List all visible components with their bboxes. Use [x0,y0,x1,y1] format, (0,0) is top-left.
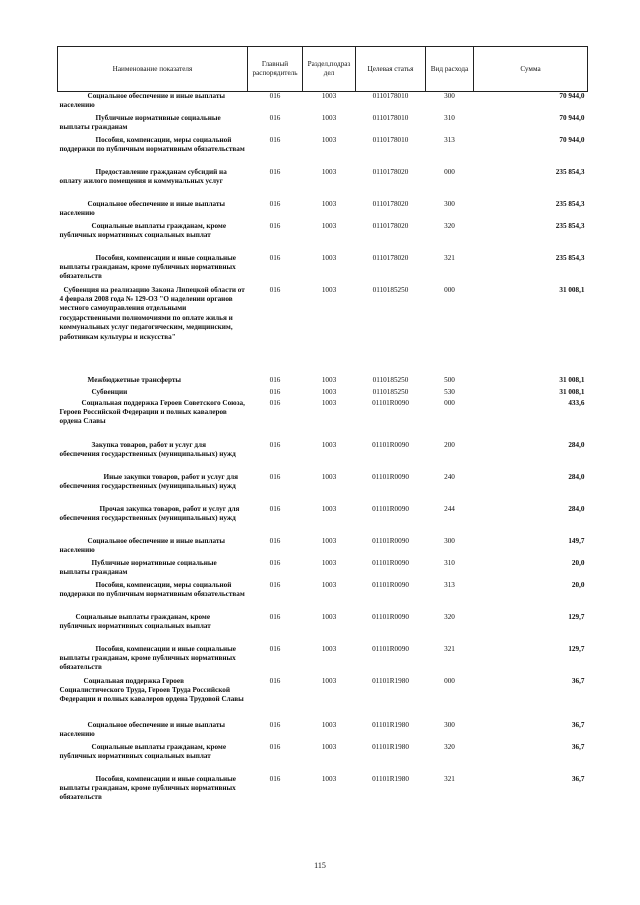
row-manager: 016 [269,774,281,783]
row-name: Субвенция на реализацию Закона Липецкой области от 4 февраля 2008 года № 129-ОЗ "О наделении органов местного самоуправления отдельными государственными полномочиями по оплате жилья и коммунальных услуг педагогическим, медицинским, работникам культуры и искусства" [59,285,245,341]
row-type: 000 [444,285,455,294]
row-manager: 016 [269,504,281,513]
row-article: 01101R1980 [372,742,409,751]
row-sum: 70 944,0 [559,135,585,144]
row-article: 01101R0090 [372,536,409,545]
row-article: 0110178020 [372,199,409,208]
row-type: 300 [444,92,455,100]
row-sum: 31 008,1 [559,285,585,294]
row-article: 0110178010 [372,113,409,122]
row-type: 310 [444,113,455,122]
row-manager: 016 [269,375,281,384]
row-section: 1003 [321,221,337,230]
row-sum: 284,0 [568,440,585,449]
row-name: Социальное обеспечение и иные выплаты населению [59,92,226,110]
table-header-row [58,47,588,92]
table-row [58,441,588,473]
row-name: Пособия, компенсации, меры социальной поддержки по публичным нормативным обязательствам [59,135,245,153]
row-sum: 284,0 [568,504,585,513]
row-manager: 016 [269,387,281,396]
row-section: 1003 [321,398,337,407]
row-sum: 129,7 [568,644,585,653]
row-section: 1003 [321,285,337,294]
row-manager: 016 [269,135,281,144]
header-manager: Главный распорядитель [248,47,303,92]
row-name: Социальное обеспечение и иные выплаты населению [59,199,226,217]
header-article: Целевая статья [356,47,426,92]
row-article: 01101R0090 [372,580,409,589]
row-sum: 284,0 [568,472,585,481]
row-sum: 20,0 [571,558,585,567]
row-type: 300 [444,536,455,545]
row-name: Предоставление гражданам субсидий на оплату жилого помещения и коммунальных услуг [59,167,227,185]
row-manager: 016 [269,644,281,653]
row-manager: 016 [269,253,281,262]
row-manager: 016 [269,580,281,589]
row-type: 000 [444,167,455,176]
row-sum: 235 854,3 [555,221,585,230]
row-section: 1003 [321,676,337,685]
row-type: 300 [444,720,455,729]
row-section: 1003 [321,167,337,176]
table-row [58,721,588,743]
row-manager: 016 [269,440,281,449]
table-row [58,399,588,441]
row-article: 01101R0090 [372,504,409,513]
row-name: Пособия, компенсации, меры социальной поддержки по публичным нормативным обязательствам [59,580,245,598]
row-section: 1003 [321,440,337,449]
row-manager: 016 [269,113,281,122]
row-type: 310 [444,558,455,567]
row-section: 1003 [321,387,337,396]
row-manager: 016 [269,676,281,685]
row-sum: 20,0 [571,580,585,589]
row-sum: 129,7 [568,612,585,621]
row-name: Прочая закупка товаров, работ и услуг для обеспечения государственных (муниципальных) нужд [59,504,240,522]
row-type: 313 [444,580,455,589]
row-section: 1003 [321,253,337,262]
row-manager: 016 [269,92,281,100]
row-type: 500 [444,375,455,384]
row-manager: 016 [269,398,281,407]
row-article: 0110178020 [372,221,409,230]
row-article: 0110185250 [372,285,409,294]
header-type: Вид расхода [426,47,474,92]
row-type: 240 [444,472,455,481]
table-row [58,376,588,388]
row-article: 0110178020 [372,253,409,262]
row-sum: 31 008,1 [559,387,585,396]
row-manager: 016 [269,612,281,621]
row-name: Социальная поддержка Героев Социалистического Труда, Героев Труда Российской Федерации и полных кавалеров ордена Трудовой Славы [59,676,244,704]
row-type: 300 [444,199,455,208]
table-row [58,114,588,136]
header-section: Раздел,подраз дел [303,47,356,92]
row-section: 1003 [321,644,337,653]
table-row [58,254,588,286]
row-article: 01101R0090 [372,644,409,653]
table-row [58,677,588,721]
row-manager: 016 [269,720,281,729]
row-manager: 016 [269,472,281,481]
row-article: 0110178010 [372,92,409,100]
row-article: 01101R0090 [372,612,409,621]
row-name: Социальные выплаты гражданам, кроме публичных нормативных социальных выплат [59,612,211,630]
row-type: 200 [444,440,455,449]
row-name: Социальное обеспечение и иные выплаты населению [59,536,226,554]
row-section: 1003 [321,536,337,545]
row-type: 320 [444,612,455,621]
table-row [58,559,588,581]
row-article: 01101R0090 [372,472,409,481]
row-section: 1003 [321,580,337,589]
row-article: 0110178010 [372,135,409,144]
row-article: 01101R0090 [372,558,409,567]
row-article: 0110185250 [372,375,409,384]
row-manager: 016 [269,558,281,567]
row-article: 01101R1980 [372,676,409,685]
row-section: 1003 [321,612,337,621]
row-manager: 016 [269,199,281,208]
row-type: 000 [444,398,455,407]
row-name: Пособия, компенсации и иные социальные выплаты гражданам, кроме публичных нормативных обязательств [59,253,236,281]
row-article: 01101R0090 [372,398,409,407]
row-name: Межбюджетные трансферты [87,375,182,384]
table-row [58,473,588,505]
row-sum: 433,6 [568,398,585,407]
row-type: 244 [444,504,455,513]
row-section: 1003 [321,113,337,122]
table-row [58,200,588,222]
row-sum: 36,7 [571,774,585,783]
row-type: 313 [444,135,455,144]
row-name: Закупка товаров, работ и услуг для обеспечения государственных (муниципальных) нужд [59,440,236,458]
row-section: 1003 [321,199,337,208]
row-section: 1003 [321,375,337,384]
row-section: 1003 [321,135,337,144]
row-sum: 36,7 [571,676,585,685]
table-row [58,222,588,254]
row-type: 321 [444,253,455,262]
row-name: Иные закупки товаров, работ и услуг для обеспечения государственных (муниципальных) нужд [59,472,239,490]
table-row [58,537,588,559]
row-article: 01101R1980 [372,774,409,783]
row-sum: 235 854,3 [555,253,585,262]
row-section: 1003 [321,558,337,567]
row-manager: 016 [269,285,281,294]
row-article: 01101R0090 [372,440,409,449]
row-name: Пособия, компенсации и иные социальные выплаты гражданам, кроме публичных нормативных обязательств [59,644,236,672]
table-row [58,743,588,775]
row-name: Социальная поддержка Героев Советского Союза, Героев Российской Федерации и полных кавалеров ордена Славы [59,398,245,426]
row-type: 320 [444,742,455,751]
table-row [58,505,588,537]
row-section: 1003 [321,92,337,100]
header-name: Наименование показателя [58,47,248,92]
row-section: 1003 [321,472,337,481]
row-section: 1003 [321,742,337,751]
row-sum: 31 008,1 [559,375,585,384]
table-row [58,581,588,613]
row-type: 530 [444,387,455,396]
row-type: 320 [444,221,455,230]
row-name: Публичные нормативные социальные выплаты гражданам [59,558,217,576]
row-sum: 235 854,3 [555,167,585,176]
row-article: 0110185250 [372,387,409,396]
table-row [58,136,588,168]
row-type: 321 [444,644,455,653]
header-sum: Сумма [474,47,588,92]
row-article: 01101R1980 [372,720,409,729]
row-name: Публичные нормативные социальные выплаты гражданам [59,113,221,131]
row-manager: 016 [269,536,281,545]
row-article: 0110178020 [372,167,409,176]
row-manager: 016 [269,221,281,230]
row-name: Субвенции [91,387,128,396]
row-section: 1003 [321,774,337,783]
row-sum: 149,7 [568,536,585,545]
row-name: Пособия, компенсации и иные социальные выплаты гражданам, кроме публичных нормативных обязательств [59,774,236,802]
row-sum: 70 944,0 [559,113,585,122]
row-type: 321 [444,774,455,783]
row-section: 1003 [321,504,337,513]
row-manager: 016 [269,742,281,751]
row-section: 1003 [321,720,337,729]
budget-table [57,46,588,807]
row-sum: 70 944,0 [559,92,585,100]
row-sum: 235 854,3 [555,199,585,208]
row-type: 000 [444,676,455,685]
row-manager: 016 [269,167,281,176]
table-row [58,168,588,200]
table-row [58,286,588,376]
row-sum: 36,7 [571,720,585,729]
table-row [58,613,588,645]
table-row [58,645,588,677]
row-name: Социальное обеспечение и иные выплаты населению [59,720,226,738]
table-row [58,92,588,114]
row-name: Социальные выплаты гражданам, кроме публичных нормативных социальных выплат [59,221,227,239]
page-number: 115 [314,861,326,870]
table-row [58,388,588,399]
row-name: Социальные выплаты гражданам, кроме публичных нормативных социальных выплат [59,742,227,760]
table-row [58,775,588,807]
row-sum: 36,7 [571,742,585,751]
